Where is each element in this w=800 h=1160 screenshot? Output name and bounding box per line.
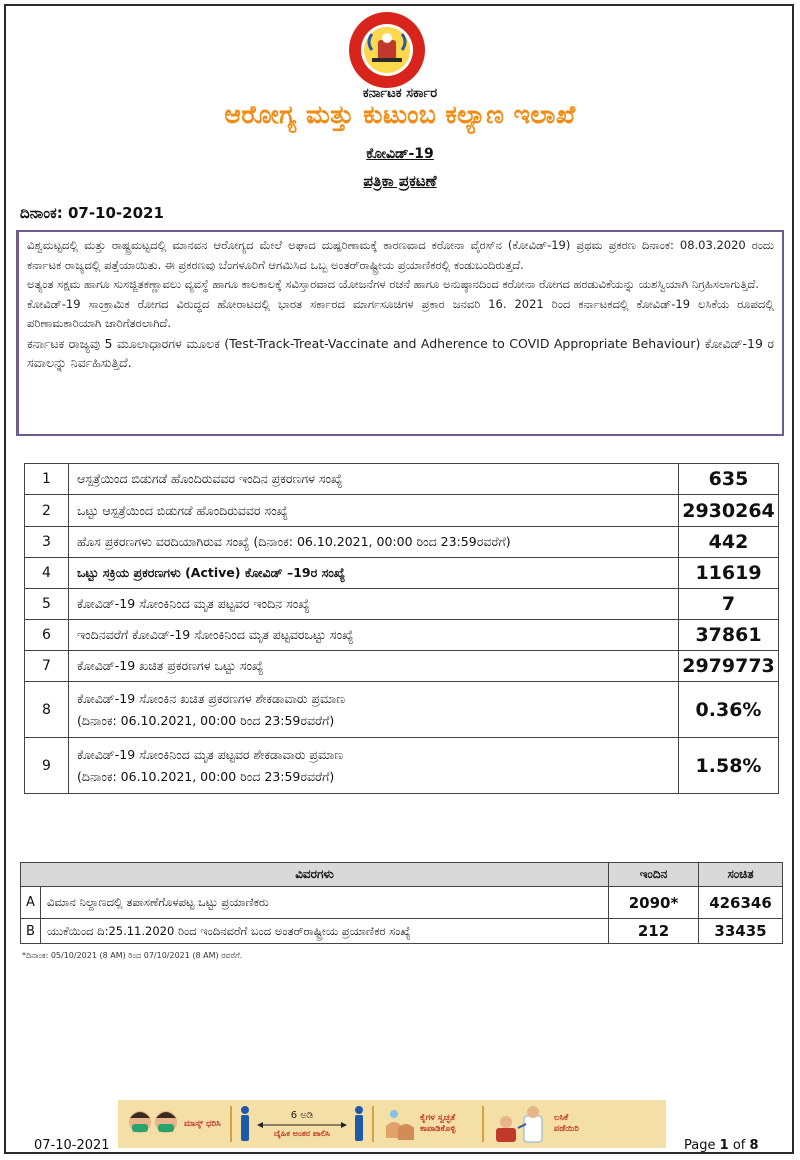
page-total: 8 xyxy=(749,1138,759,1153)
covid-stats-table xyxy=(24,463,779,794)
table-row xyxy=(25,682,779,738)
cumulative-value: 426346 xyxy=(699,887,783,919)
page-number xyxy=(684,1138,759,1153)
mask-people-icon xyxy=(124,1104,184,1144)
vaccine-segment xyxy=(484,1100,600,1148)
travellers-table xyxy=(20,862,783,944)
footer-date: 07-10-2021 xyxy=(34,1138,110,1153)
government-name: ಕರ್ನಾಟಕ ಸರ್ಕಾರ xyxy=(362,86,438,101)
mask-label: ಮಾಸ್ಕ್ ಧರಿಸಿ xyxy=(184,1118,221,1129)
row-number: 3 xyxy=(25,527,69,558)
row-value: 11619 xyxy=(679,558,779,589)
row-label: ಹೊಸ ಪ್ರಕರಣಗಳು ವರದಿಯಾಗಿರುವ ಸಂಖ್ಯೆ (ದಿನಾಂಕ: 06.10.2021, 00:00 ರಿಂದ 23:59ರವರೆಗೆ) xyxy=(69,527,679,558)
row-number: 8 xyxy=(25,682,69,738)
table-row xyxy=(25,651,779,682)
row-number: 6 xyxy=(25,620,69,651)
vaccine-label: ಲಸಿಕೆ ಪಡೆಯಿರಿ xyxy=(554,1113,579,1134)
page-prefix: Page xyxy=(684,1138,716,1153)
row-value: 2979773 xyxy=(679,651,779,682)
row-value: 7 xyxy=(679,589,779,620)
row-letter: A xyxy=(21,887,41,919)
table-row xyxy=(25,527,779,558)
hand-wash-icon xyxy=(380,1104,420,1144)
covid-heading: ಕೋವಿಡ್-19 xyxy=(366,146,434,162)
row-label: ಕೋವಿಡ್-19 ಸೋಂಕಿನಿಂದ ಮೃತ ಪಟ್ಟವರ ಇಂದಿನ ಸಂಖ್ಯೆ xyxy=(69,589,679,620)
intro-paragraph: ಕೋವಿಡ್-19 ಸಾಂಕ್ರಾಮಿಕ ರೋಗದ ವಿರುದ್ಧದ ಹೋರಾಟದಲ್ಲಿ ಭಾರತ ಸರ್ಕಾರದ ಮಾರ್ಗಸೂಚಿಗಳ ಪ್ರಕಾರ ಜನವರಿ 16. 2021 ರಿಂದ ಕರ್ನಾಟಕದಲ್ಲಿ ಕೋವಿಡ್-19 ಲಸಿಕೆಯ ರೂಪದಲ್ಲಿ ಪರಿಣಾಮಕಾರಿಯಾಗಿ ಜಾರಿಗೆತರಲಾಗಿದೆ. xyxy=(27,296,774,330)
row-label: ವಿಮಾನ ನಿಲ್ದಾಣದಲ್ಲಿ ತಪಾಸಣೆಗೊಳಪಟ್ಟ ಒಟ್ಟು ಪ್ರಯಾಣಿಕರು xyxy=(41,887,609,919)
vaccination-icon xyxy=(490,1104,554,1144)
column-header-cumulative: ಸಂಚಿತ xyxy=(699,863,783,887)
row-label xyxy=(69,738,679,794)
row-label xyxy=(69,682,679,738)
intro-paragraph: ಕರ್ನಾಟಕ ರಾಜ್ಯವು 5 ಮೂಲಾಧಾರಗಳ ಮೂಲಕ (Test-Track-Treat-Vaccinate and Adherence to COVID Appropriate Behaviour) ಕೋವಿಡ್-19 ರ ಸವಾಲನ್ನು ನಿರ್ವಹಿಸುತ್ತಿದೆ. xyxy=(27,335,774,370)
row-label-date: (ದಿನಾಂಕ: 06.10.2021, 00:00 ರಿಂದ 23:59ರವರೆಗೆ) xyxy=(77,768,335,784)
footnote: *ದಿನಾಂಕ: 05/10/2021 (8 AM) ರಿಂದ 07/10/2021 (8 AM) ರವರೆಗೆ. xyxy=(22,951,243,960)
today-value: 212 xyxy=(609,919,699,944)
row-number: 9 xyxy=(25,738,69,794)
column-header-today: ಇಂದಿನ xyxy=(609,863,699,887)
table-row xyxy=(25,738,779,794)
row-number: 2 xyxy=(25,495,69,527)
row-label: ಆಸ್ಪತ್ರೆಯಿಂದ ಬಿಡುಗಡೆ ಹೊಂದಿರುವವರ ಇಂದಿನ ಪ್ರಕರಣಗಳ ಸಂಖ್ಯೆ xyxy=(69,464,679,495)
table-row xyxy=(21,887,783,919)
table-row xyxy=(25,589,779,620)
row-label-date: (ದಿನಾಂಕ: 06.10.2021, 00:00 ರಿಂದ 23:59ರವರೆಗೆ) xyxy=(77,712,335,728)
table-row xyxy=(21,919,783,944)
row-letter: B xyxy=(21,919,41,944)
row-value: 1.58% xyxy=(679,738,779,794)
distance-indicator xyxy=(252,1110,352,1139)
karnataka-government-seal xyxy=(342,10,432,90)
row-value: 442 xyxy=(679,527,779,558)
row-number: 5 xyxy=(25,589,69,620)
person-icon xyxy=(352,1104,366,1144)
row-label-line: ಕೋವಿಡ್-19 ಸೋಂಕಿನ ಖಚಿತ ಪ್ರಕರಣಗಳ ಶೇಕಡಾವಾರು ಪ್ರಮಾಣ xyxy=(77,690,346,706)
row-label: ಒಟ್ಟು ಆಸ್ಪತ್ರೆಯಿಂದ ಬಿಡುಗಡೆ ಹೊಂದಿರುವವರ ಸಂಖ್ಯೆ xyxy=(69,495,679,527)
press-release-heading: ಪತ್ರಿಕಾ ಪ್ರಕಟಣೆ xyxy=(363,172,437,190)
covid-appropriate-behaviour-banner xyxy=(118,1100,666,1148)
page-current: 1 xyxy=(719,1138,729,1153)
person-icon xyxy=(238,1104,252,1144)
cumulative-value: 33435 xyxy=(699,919,783,944)
today-value: 2090* xyxy=(609,887,699,919)
row-value: 2930264 xyxy=(679,495,779,527)
row-number: 7 xyxy=(25,651,69,682)
distance-segment xyxy=(232,1100,372,1148)
row-value: 0.36% xyxy=(679,682,779,738)
intro-box xyxy=(16,230,784,436)
row-label: ಕೋವಿಡ್-19 ಖಚಿತ ಪ್ರಕರಣಗಳ ಒಟ್ಟು ಸಂಖ್ಯೆ xyxy=(69,651,679,682)
document-date: ದಿನಾಂಕ: 07-10-2021 xyxy=(20,204,164,222)
table-row xyxy=(25,620,779,651)
hygiene-label: ಕೈಗಳ ಸ್ವಚ್ಛತೆ ಕಾಪಾಡಿಕೊಳ್ಳಿ xyxy=(420,1113,456,1134)
table-row xyxy=(25,495,779,527)
row-number: 4 xyxy=(25,558,69,589)
mask-segment xyxy=(118,1100,230,1148)
row-label: ಒಟ್ಟು ಸಕ್ರಿಯ ಪ್ರಕರಣಗಳು (Active) ಕೋವಿಡ್ –19ರ ಸಂಖ್ಯೆ xyxy=(69,558,679,589)
row-label: ಯುಕೆಯಿಂದ ದಿ:25.11.2020 ರಿಂದ ಇಂದಿನವರೆಗೆ ಬಂದ ಅಂತರ್‌ರಾಷ್ಟ್ರೀಯ ಪ್ರಯಾಣಿಕರ ಸಂಖ್ಯೆ xyxy=(41,919,609,944)
intro-paragraph: ವಿಶ್ವಮಟ್ಟದಲ್ಲಿ ಮತ್ತು ರಾಷ್ಟ್ರಮಟ್ಟದಲ್ಲಿ ಮಾನವನ ಆರೋಗ್ಯದ ಮೇಲೆ ಅಘಾದ ದುಷ್ಪರಿಣಾಮಕ್ಕೆ ಕಾರಣವಾದ ಕರೋನಾ ವೈರಸ್‌ನ (ಕೋವಿಡ್-19) ಪ್ರಥಮ ಪ್ರಕರಣ ದಿನಾಂಕ: 08.03.2020 ರಂದು ಕರ್ನಾಟಕ ರಾಜ್ಯದಲ್ಲಿ ಪತ್ತೆಯಾಯಿತು. ಈ ಪ್ರಕರಣವು ಬೆಂಗಳೂರಿಗೆ ಆಗಮಿಸಿದ ಒಬ್ಬ ಅಂತರ್‌ರಾಷ್ಟ್ರೀಯ ಪ್ರಯಾಣಿಕರಲ್ಲಿ ಕಂಡುಬಂದಿರುತ್ತದೆ. xyxy=(27,238,774,272)
page-of: of xyxy=(732,1138,746,1153)
table-row xyxy=(25,558,779,589)
department-title: ಆರೋಗ್ಯ ಮತ್ತು ಕುಟುಂಬ ಕಲ್ಯಾಣ ಇಲಾಖೆ xyxy=(224,100,576,129)
double-arrow-icon xyxy=(257,1121,347,1129)
column-header-details: ವಿವರಗಳು xyxy=(21,863,609,887)
row-value: 37861 xyxy=(679,620,779,651)
row-number: 1 xyxy=(25,464,69,495)
row-value: 635 xyxy=(679,464,779,495)
table-header-row xyxy=(21,863,783,887)
hygiene-segment xyxy=(374,1100,482,1148)
table-row xyxy=(25,464,779,495)
row-label-line: ಕೋವಿಡ್-19 ಸೋಂಕಿನಿಂದ ಮೃತ ಪಟ್ಟವರ ಶೇಕಡಾವಾರು ಪ್ರಮಾಣ xyxy=(77,746,344,762)
intro-paragraph: ಅತ್ಯಂತ ಸಕ್ಷಮ ಹಾಗೂ ಸುಸಜ್ಜಿತಕಣ್ಣಾವಲು ವ್ಯವಸ್ಥೆ ಹಾಗೂ ಕಾಲಕಾಲಕ್ಕೆ ಸವಿಸ್ತಾರವಾದ ಯೋಜನೆಗಳ ರಚನೆ ಹಾಗೂ ಅನುಷ್ಠಾನದಿಂದ ಕರೋನಾ ರೋಗದ ಹರಡುವಿಕೆಯನ್ನು ಯಶಸ್ವಿಯಾಗಿ ನಿಗ್ರಹಿಸಲಾಗುತ್ತಿದೆ. xyxy=(27,277,759,291)
row-label: ಇಂದಿನವರೆಗೆ ಕೋವಿಡ್-19 ಸೋಂಕಿನಿಂದ ಮೃತ ಪಟ್ಟವರಒಟ್ಟು ಸಂಖ್ಯೆ xyxy=(69,620,679,651)
distance-value: 6 ಅಡಿ xyxy=(290,1109,314,1121)
distance-label: ದೈಹಿಕ ಅಂತರ ಪಾಲಿಸಿ xyxy=(273,1128,331,1138)
